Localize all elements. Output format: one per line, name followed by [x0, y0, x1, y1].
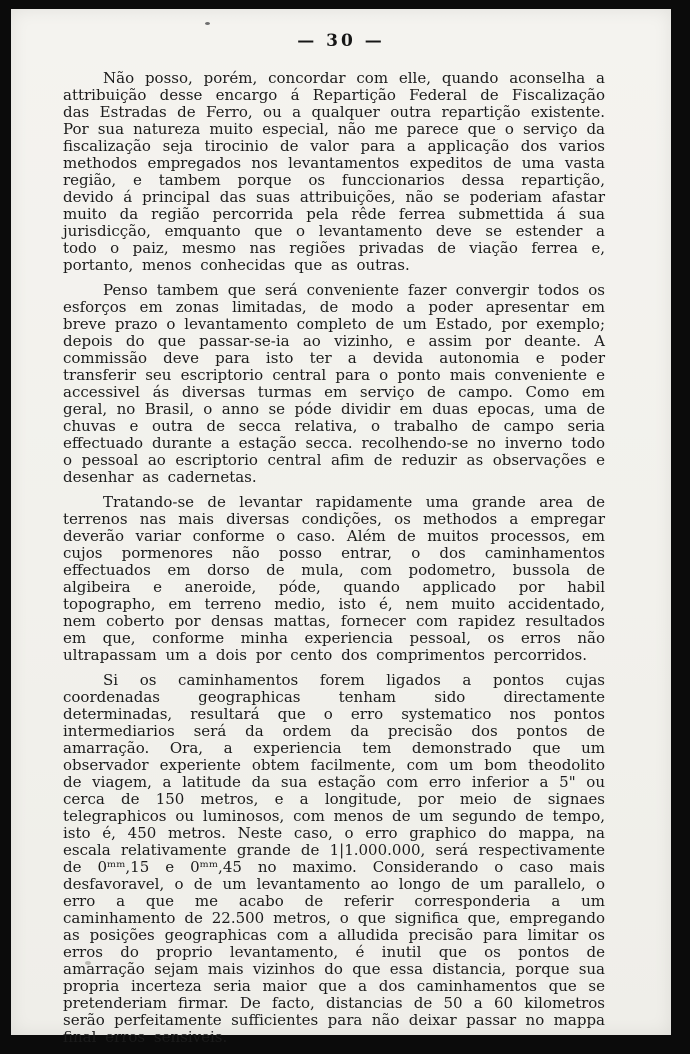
- page-header: [11, 31, 671, 51]
- paragraph-1: Não posso, porém, concordar com elle, quando aconselha a attribuição desse encargo á Repartição Federal de Fiscalização das Estradas de Ferro, ou a qualquer outra repartição existente. Por sua natureza muito especial, não me parece que o serviço da fiscalização seja tirocinio de valor para a applicação dos varios methodos empregados nos levantamentos expeditos de uma vasta região, e tambem porque os funccionarios dessa repartição, devido á principal das suas attribuições, não se poderiam afastar muito da região percorrida pela rêde ferrea submettida á sua jurisdicção, emquanto que o levantamento deve se estender a todo o paiz, mesmo nas regiões privadas de viação ferrea e, portanto, menos conhecidas que as outras.: [63, 69, 605, 274]
- text-column: [63, 70, 605, 1054]
- paragraph-2: Penso tambem que será conveniente fazer convergir todos os esforços em zonas limitadas, de modo a poder apresentar em breve prazo o levantamento completo de um Estado, por exemplo; depois do que passar-se-ia ao vizinho, e assim por deante. A commissão deve para isto ter a devida autonomia e poder transferir seu escriptorio central para o ponto mais conveniente e accessivel ás diversas turmas em serviço de campo. Como em geral, no Brasil, o anno se póde dividir em duas epocas, uma de chuvas e outra de secca relativa, o trabalho de campo seria effectuado durante a estação secca. recolhendo-se no inverno todo o pessoal ao escriptorio central afim de reduzir as observações e desenhar as cadernetas.: [63, 281, 605, 486]
- book-page: [11, 9, 671, 1046]
- scan-speck: [205, 22, 210, 25]
- page-number: — 30 —: [297, 31, 385, 51]
- paragraph-4: Si os caminhamentos forem ligados a pontos cujas coordenadas geographicas tenham sido directamente determinadas, resultará que o erro systematico nos pontos intermediarios será da ordem da precisão dos pontos de amarração. Ora, a experiencia tem demonstrado que um observador experiente obtem facilmente, com um bom theodolito de viagem, a latitude da sua estação com erro inferior a 5" ou cerca de 150 metros, e a longitude, por meio de signaes telegraphicos ou luminosos, com menos de um segundo de tempo, isto é, 450 metros. Neste caso, o erro graphico do mappa, na escala relativamente grande de 1|1.000.000, será respectivamente de 0ᵐᵐ,15 e 0ᵐᵐ,45 no maximo. Considerando o caso mais desfavoravel, o de um levantamento ao longo de um parallelo, o erro a que me acabo de referir corresponderia a um caminhamento de 22.500 metros, o que significa que, empregando as posições geographicas com a alludida precisão para limitar os erros do proprio levantamento, é inutil que os pontos de amarração sejam mais vizinhos do que essa distancia, porque sua propria incerteza seria maior que a dos caminhamentos que se pretenderiam firmar. De facto, distancias de 50 a 60 kilometros serão perfeitamente sufficientes para não deixar passar no mappa final erros sensiveis.: [63, 671, 605, 1046]
- paragraph-3: Tratando-se de levantar rapidamente uma grande area de terrenos nas mais diversas condições, os methodos a empregar deverão variar conforme o caso. Além de muitos processos, em cujos pormenores não posso entrar, o dos caminhamentos effectuados em dorso de mula, com podometro, bussola de algibeira e aneroide, póde, quando applicado por habil topographo, em terreno medio, isto é, nem muito accidentado, nem coberto por densas mattas, fornecer com rapidez resultados em que, conforme minha experiencia pessoal, os erros não ultrapassam um a dois por cento dos comprimentos percorridos.: [63, 493, 605, 664]
